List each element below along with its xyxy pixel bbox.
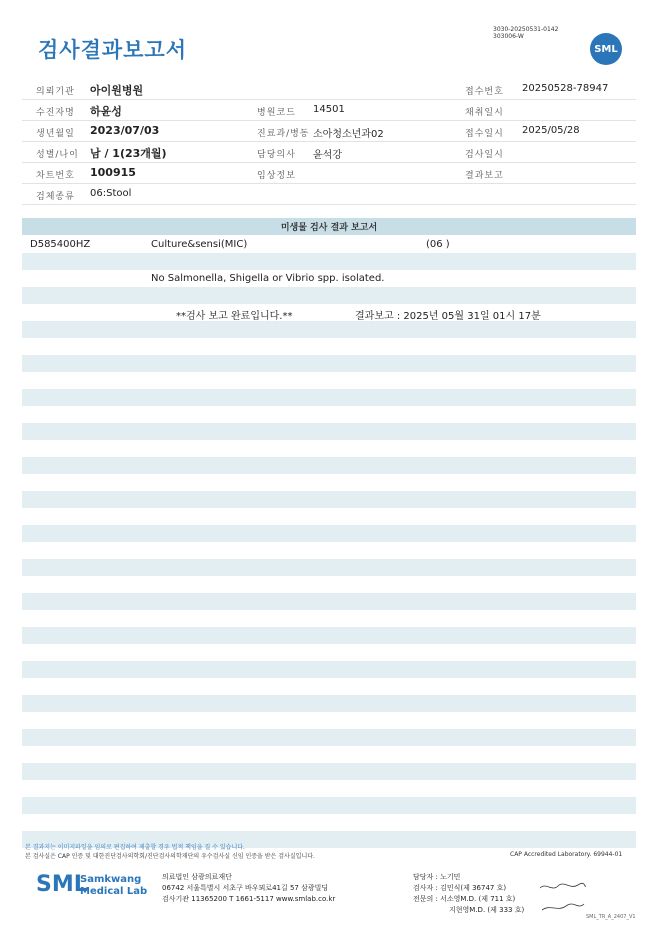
org-name: 의료법인 삼광의료재단 [162, 873, 232, 881]
signature-mark [538, 880, 588, 916]
row-stripe [22, 287, 636, 304]
notice-line2: 본 검사실은 CAP 인증 및 대한진단검사의학회/진단검사의학재단의 우수검사실 신임 인증을 받은 검사실입니다. [25, 853, 315, 860]
row-stripe [22, 253, 636, 270]
sml-logo-subtitle [80, 874, 147, 898]
info-value: 2023/07/03 [90, 124, 160, 137]
info-label: 병원코드 [257, 108, 296, 118]
info-value: 하윤성 [90, 105, 122, 118]
info-row [22, 184, 636, 205]
info-label: 접수일시 [465, 129, 504, 139]
info-row [22, 100, 636, 121]
info-value: 윤석강 [313, 150, 342, 161]
row-stripe [22, 355, 636, 372]
row-stripe [22, 661, 636, 678]
cap-accreditation: CAP Accredited Laboratory. 69944-01 [510, 851, 623, 858]
row-stripe [22, 797, 636, 814]
info-value: 06:Stool [90, 188, 132, 199]
info-value: 소아청소년과02 [313, 129, 384, 140]
info-value: 남 / 1(23개월) [90, 147, 167, 160]
row-stripe [22, 729, 636, 746]
info-label: 검사일시 [465, 150, 504, 160]
form-code: SML_TR_A_2407_V1 [586, 914, 636, 920]
staff-info [413, 872, 524, 916]
info-value: 20250528-78947 [522, 83, 609, 94]
info-label: 접수번호 [465, 87, 504, 97]
row-stripe [22, 525, 636, 542]
info-value: 14501 [313, 104, 345, 115]
result-specimen: (06 ) [426, 239, 450, 250]
result-finding: No Salmonella, Shigella or Vibrio spp. isolated. [151, 273, 385, 284]
info-label: 수진자명 [36, 108, 75, 118]
info-row [22, 142, 636, 163]
info-value: 100915 [90, 166, 136, 179]
document-code [493, 26, 558, 40]
sml-logo-badge: SML [590, 33, 622, 65]
info-label: 진료과/병동 [257, 129, 310, 139]
logo-sub2: Medical Lab [80, 886, 148, 897]
row-stripe [22, 423, 636, 440]
row-stripe [22, 491, 636, 508]
row-stripe [22, 389, 636, 406]
staff-line: 검사자 : 김민식(제 36747 호) [413, 884, 507, 892]
row-stripe [22, 457, 636, 474]
page-title: 검사결과보고서 [38, 38, 188, 62]
info-label: 생년월일 [36, 129, 75, 139]
result-complete: **검사 보고 완료입니다.** [176, 311, 293, 322]
sml-logo: SML [36, 872, 88, 897]
row-stripe [22, 763, 636, 780]
info-row [22, 79, 636, 100]
info-value: 아이원병원 [90, 84, 144, 97]
info-label: 채취일시 [465, 108, 504, 118]
section-title: 미생물 검사 결과 보고서 [22, 218, 636, 235]
staff-line: 지현영M.D. (제 333 호) [449, 906, 525, 914]
info-label: 차트번호 [36, 171, 75, 181]
row-stripe [22, 627, 636, 644]
org-contact: 검사기관 11365200 T 1661-5117 www.smlab.co.kr [162, 895, 336, 903]
result-report-time: 결과보고 : 2025년 05월 31일 01시 17분 [355, 311, 541, 322]
info-label: 임상정보 [257, 171, 296, 181]
info-value: 2025/05/28 [522, 125, 580, 136]
result-code: D585400HZ [30, 239, 91, 250]
info-label: 결과보고 [465, 171, 504, 181]
info-label: 성별/나이 [36, 150, 79, 160]
org-address: 06742 서울특별시 서초구 바우뫼로41길 57 삼광빌딩 [162, 884, 329, 892]
info-row [22, 121, 636, 142]
row-stripe [22, 695, 636, 712]
logo-sub1: Samkwang [80, 874, 142, 885]
doc-code-line1: 3030-20250531-0142 [493, 26, 559, 33]
doc-code-line2: 303006-W [493, 33, 524, 40]
info-label: 검체종류 [36, 192, 75, 202]
row-stripe [22, 559, 636, 576]
row-stripe [22, 321, 636, 338]
row-stripe [22, 593, 636, 610]
notice-line1: 본 결과지는 이미지파일을 임의로 편집하여 제출할 경우 법적 책임을 질 수 있습니다. [25, 844, 245, 851]
info-row [22, 163, 636, 184]
staff-line: 담당자 : 노기민 [413, 873, 461, 881]
info-label: 담당의사 [257, 150, 296, 160]
org-info [162, 872, 335, 905]
info-label: 의뢰기관 [36, 87, 75, 97]
result-test-name: Culture&sensi(MIC) [151, 239, 248, 250]
staff-line: 전문의 : 서소영M.D. (제 711 호) [413, 895, 516, 903]
